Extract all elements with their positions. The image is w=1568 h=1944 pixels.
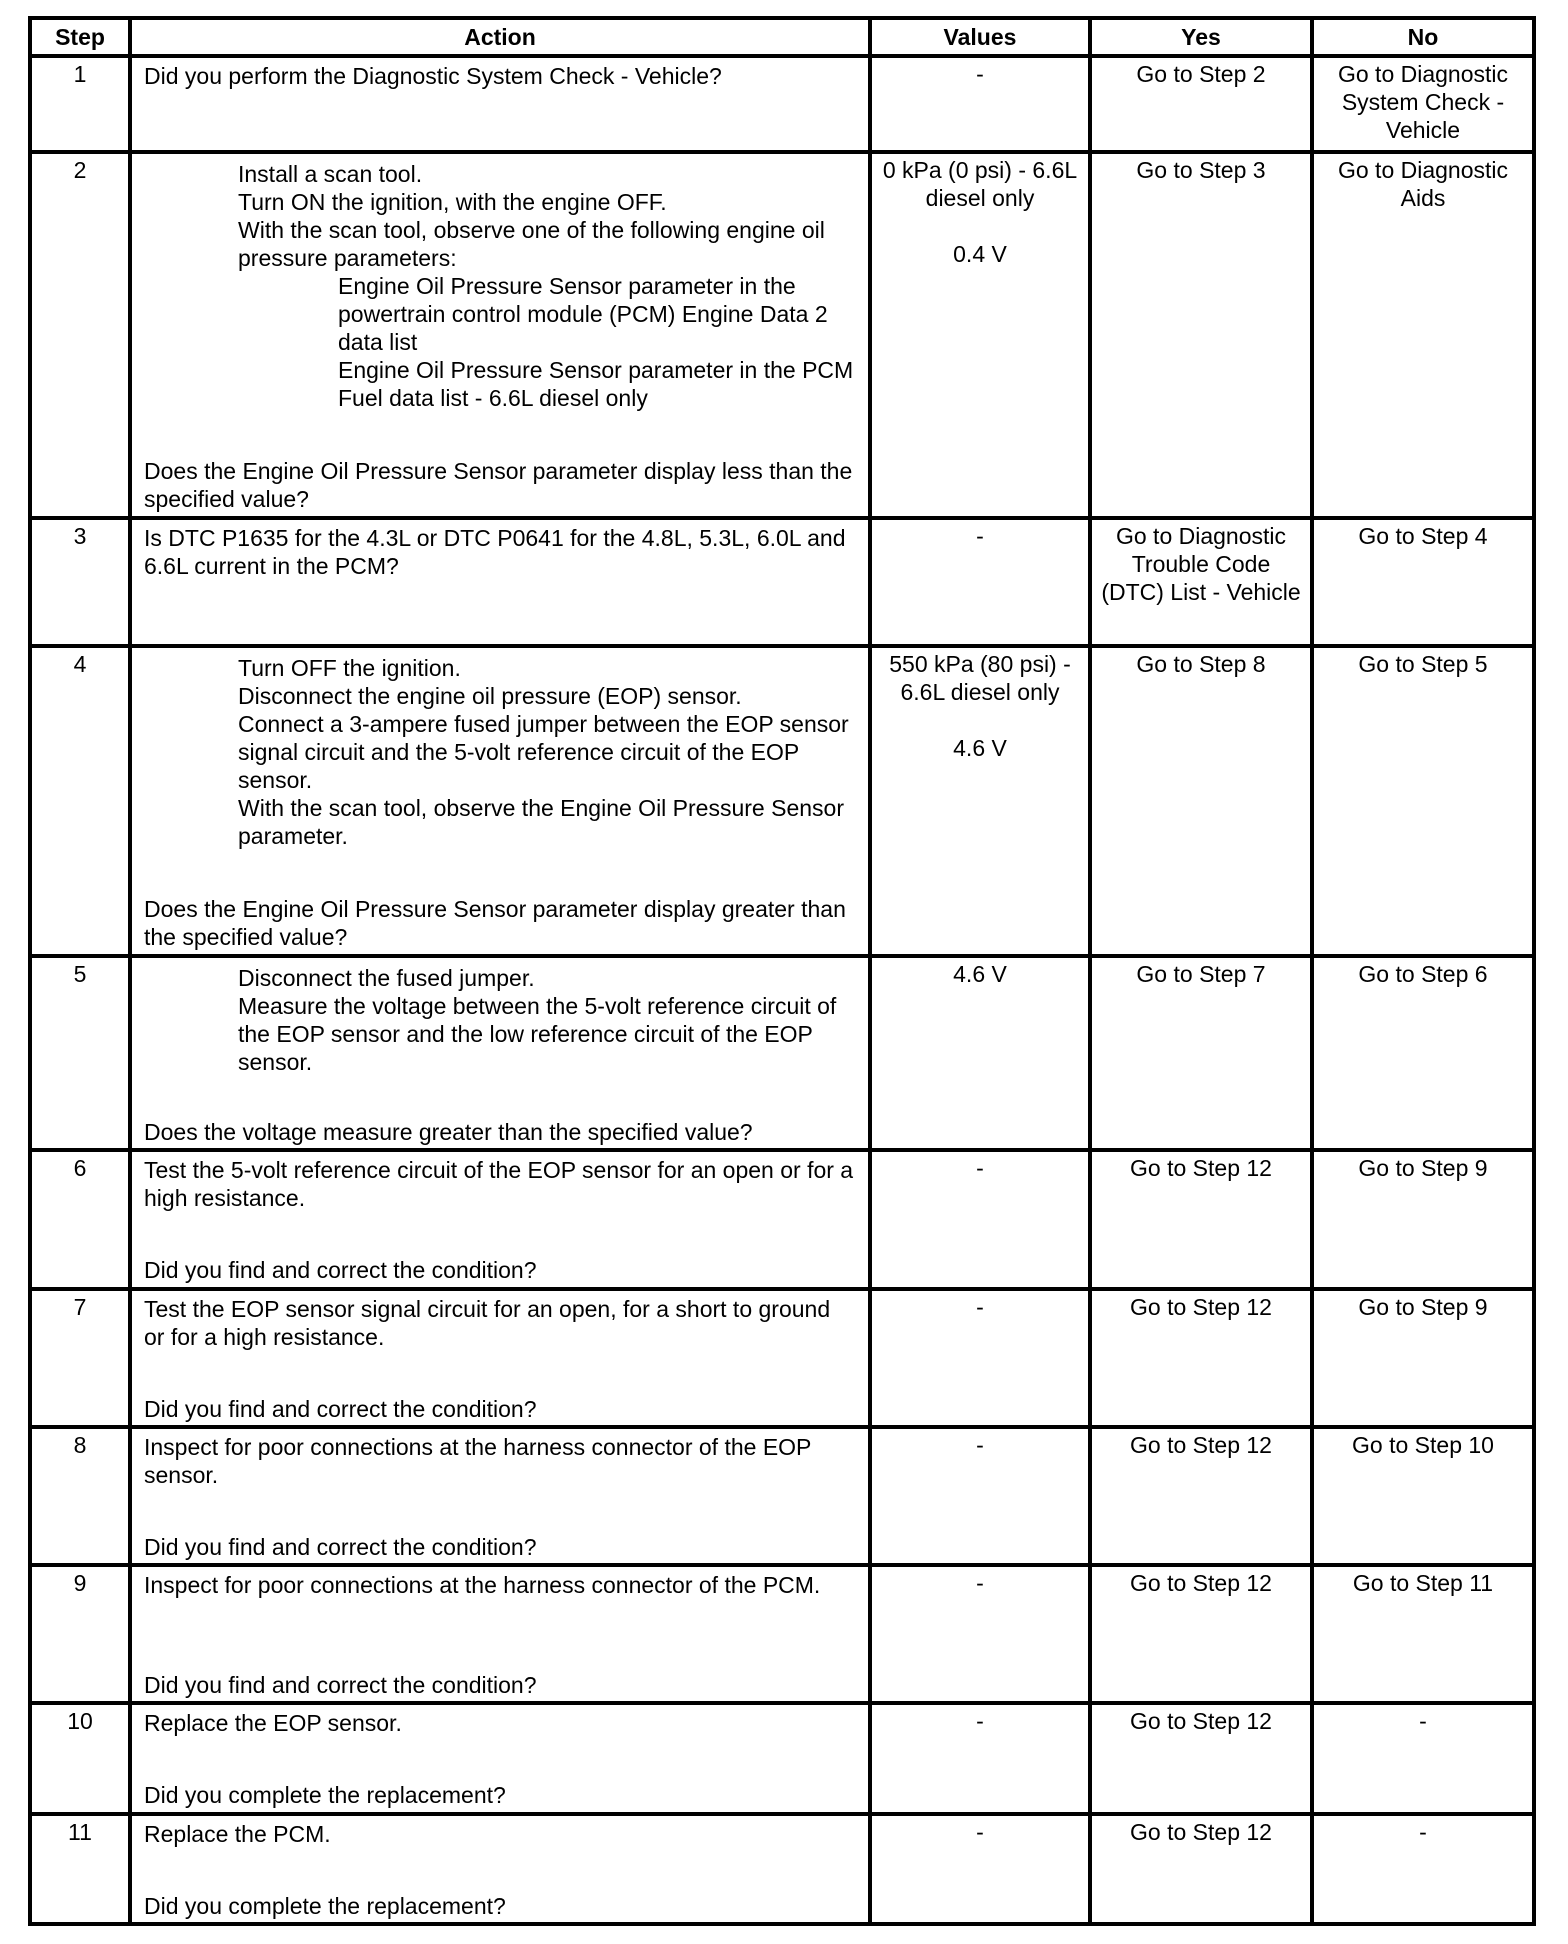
action-content	[138, 960, 862, 1146]
header-action: Action	[130, 18, 870, 56]
action-cell	[130, 1427, 870, 1565]
values-lines	[878, 522, 1082, 550]
header-yes: Yes	[1090, 18, 1312, 56]
action-question: Did you find and correct the condition?	[144, 1257, 537, 1284]
yes-link: Go to Diagnostic Trouble Code (DTC) List - Vehicle	[1090, 518, 1312, 646]
action-text: Inspect for poor connections at the harness connector of the EOP sensor.	[144, 1433, 811, 1488]
no-link: Go to Step 10	[1312, 1427, 1534, 1565]
action-cell	[130, 1814, 870, 1924]
action-content	[138, 156, 862, 513]
action-step: Turn ON the ignition, with the engine OFF.	[238, 189, 667, 216]
yes-link: Go to Step 12	[1090, 1703, 1312, 1813]
values-cell	[870, 1150, 1090, 1288]
yes-link: Go to Step 12	[1090, 1289, 1312, 1427]
action-cell	[130, 1703, 870, 1813]
yes-link: Go to Step 8	[1090, 646, 1312, 956]
values-lines	[878, 650, 1082, 762]
action-text: Test the 5-volt reference circuit of the EOP sensor for an open or for a high resistance.	[144, 1157, 854, 1212]
step-number: 6	[30, 1150, 130, 1288]
value-line: 4.6 V	[953, 960, 1007, 987]
no-link: Go to Step 5	[1312, 646, 1534, 956]
header-step: Step	[30, 18, 130, 56]
action-content	[138, 1431, 862, 1561]
action-text: Did you perform the Diagnostic System Check - Vehicle?	[144, 63, 722, 89]
values-lines	[878, 60, 1082, 88]
step-number: 5	[30, 956, 130, 1150]
values-lines	[878, 1431, 1082, 1459]
action-step: Engine Oil Pressure Sensor parameter in the PCM Fuel data list - 6.6L diesel only	[338, 357, 854, 412]
value-line: 0 kPa (0 psi) - 6.6L diesel only	[882, 157, 1078, 212]
value-line: 4.6 V	[953, 735, 1007, 762]
value-line: -	[976, 1708, 984, 1735]
table-row	[30, 1427, 1534, 1565]
action-step: Install a scan tool.	[238, 161, 423, 188]
action-question: Did you complete the replacement?	[144, 1892, 506, 1919]
action-content	[138, 1707, 862, 1809]
action-cell	[130, 56, 870, 152]
no-link: Go to Diagnostic System Check - Vehicle	[1312, 56, 1534, 152]
action-step: Disconnect the engine oil pressure (EOP) sensor.	[238, 683, 742, 710]
values-cell	[870, 1814, 1090, 1924]
diagnostic-table	[28, 16, 1536, 1926]
value-line: -	[976, 522, 984, 549]
action-cell	[130, 1289, 870, 1427]
values-cell	[870, 1427, 1090, 1565]
yes-link: Go to Step 7	[1090, 956, 1312, 1150]
value-line: -	[976, 1818, 984, 1845]
step-number: 7	[30, 1289, 130, 1427]
action-text: Replace the PCM.	[144, 1820, 331, 1847]
action-content	[138, 1818, 862, 1920]
action-text: Is DTC P1635 for the 4.3L or DTC P0641 for the 4.8L, 5.3L, 6.0L and 6.6L current in the PCM?	[144, 524, 846, 579]
step-number: 1	[30, 56, 130, 152]
step-number: 8	[30, 1427, 130, 1565]
action-step: Connect a 3-ampere fused jumper between the EOP sensor signal circuit and the 5-volt reference circuit of the EOP sensor.	[238, 711, 849, 794]
value-line: 550 kPa (80 psi) - 6.6L diesel only	[889, 651, 1071, 706]
value-line	[878, 706, 1082, 734]
action-steps	[138, 650, 862, 850]
table-row	[30, 956, 1534, 1150]
action-question: Did you find and correct the condition?	[144, 1533, 537, 1560]
values-cell	[870, 518, 1090, 646]
step-number: 9	[30, 1565, 130, 1703]
table-row	[30, 646, 1534, 956]
table-row	[30, 1150, 1534, 1288]
values-lines	[878, 1818, 1082, 1846]
table-row	[30, 1289, 1534, 1427]
yes-link: Go to Step 3	[1090, 152, 1312, 518]
action-question: Does the Engine Oil Pressure Sensor parameter display greater than the specified value?	[144, 896, 846, 951]
action-question: Does the Engine Oil Pressure Sensor parameter display less than the specified value?	[144, 458, 853, 513]
yes-link: Go to Step 12	[1090, 1814, 1312, 1924]
table-row	[30, 1703, 1534, 1813]
value-line: -	[976, 1155, 984, 1182]
header-row	[30, 18, 1534, 56]
action-step: Disconnect the fused jumper.	[238, 964, 535, 991]
action-question: Does the voltage measure greater than the specified value?	[144, 1118, 753, 1145]
action-step: Engine Oil Pressure Sensor parameter in the powertrain control module (PCM) Engine Data 2 data list	[338, 273, 828, 356]
action-text: Test the EOP sensor signal circuit for an open, for a short to ground or for a high resistance.	[144, 1295, 831, 1350]
no-link: Go to Step 11	[1312, 1565, 1534, 1703]
values-cell	[870, 646, 1090, 956]
action-cell	[130, 518, 870, 646]
header-no: No	[1312, 18, 1534, 56]
table-row	[30, 518, 1534, 646]
values-lines	[878, 960, 1082, 988]
table-row	[30, 1814, 1534, 1924]
no-link: -	[1312, 1814, 1534, 1924]
value-line: 0.4 V	[953, 241, 1007, 268]
values-lines	[878, 1154, 1082, 1182]
table-row	[30, 56, 1534, 152]
value-line: -	[976, 1570, 984, 1597]
no-link: Go to Diagnostic Aids	[1312, 152, 1534, 518]
values-cell	[870, 1289, 1090, 1427]
value-line: -	[976, 61, 984, 87]
no-link: Go to Step 6	[1312, 956, 1534, 1150]
yes-link: Go to Step 12	[1090, 1427, 1312, 1565]
action-content	[138, 650, 862, 951]
action-steps	[138, 960, 862, 1076]
action-content	[138, 1569, 862, 1699]
action-text: Inspect for poor connections at the harness connector of the PCM.	[144, 1572, 821, 1599]
yes-link: Go to Step 12	[1090, 1150, 1312, 1288]
no-link: Go to Step 4	[1312, 518, 1534, 646]
values-cell	[870, 56, 1090, 152]
value-line	[878, 212, 1082, 240]
action-cell	[130, 1565, 870, 1703]
no-link: Go to Step 9	[1312, 1150, 1534, 1288]
action-question: Did you find and correct the condition?	[144, 1395, 537, 1422]
action-content	[138, 1154, 862, 1284]
header-values: Values	[870, 18, 1090, 56]
action-steps	[138, 156, 862, 412]
action-step: Measure the voltage between the 5-volt reference circuit of the EOP sensor and the low reference circuit of the EOP sensor.	[238, 992, 837, 1075]
value-line: -	[976, 1293, 984, 1320]
values-lines	[878, 1293, 1082, 1321]
action-content	[138, 1293, 862, 1423]
no-link: Go to Step 9	[1312, 1289, 1534, 1427]
action-cell	[130, 1150, 870, 1288]
values-cell	[870, 956, 1090, 1150]
action-cell	[130, 956, 870, 1150]
values-lines	[878, 1569, 1082, 1597]
action-step: With the scan tool, observe one of the following engine oil pressure parameters:	[238, 217, 825, 272]
action-step: With the scan tool, observe the Engine Oil Pressure Sensor parameter.	[238, 795, 844, 850]
values-cell	[870, 152, 1090, 518]
action-cell	[130, 646, 870, 956]
action-question: Did you complete the replacement?	[144, 1782, 506, 1809]
action-step: Turn OFF the ignition.	[238, 655, 461, 682]
yes-link: Go to Step 12	[1090, 1565, 1312, 1703]
action-content	[138, 522, 862, 642]
action-text: Replace the EOP sensor.	[144, 1710, 402, 1737]
values-lines	[878, 156, 1082, 268]
step-number: 11	[30, 1814, 130, 1924]
step-number: 10	[30, 1703, 130, 1813]
no-link: -	[1312, 1703, 1534, 1813]
step-number: 4	[30, 646, 130, 956]
table-body	[30, 56, 1534, 1924]
table-row	[30, 152, 1534, 518]
action-content	[138, 60, 862, 148]
values-cell	[870, 1565, 1090, 1703]
action-question: Did you find and correct the condition?	[144, 1672, 537, 1699]
step-number: 3	[30, 518, 130, 646]
value-line: -	[976, 1431, 984, 1458]
yes-link: Go to Step 2	[1090, 56, 1312, 152]
action-cell	[130, 152, 870, 518]
step-number: 2	[30, 152, 130, 518]
values-lines	[878, 1707, 1082, 1735]
table-row	[30, 1565, 1534, 1703]
values-cell	[870, 1703, 1090, 1813]
